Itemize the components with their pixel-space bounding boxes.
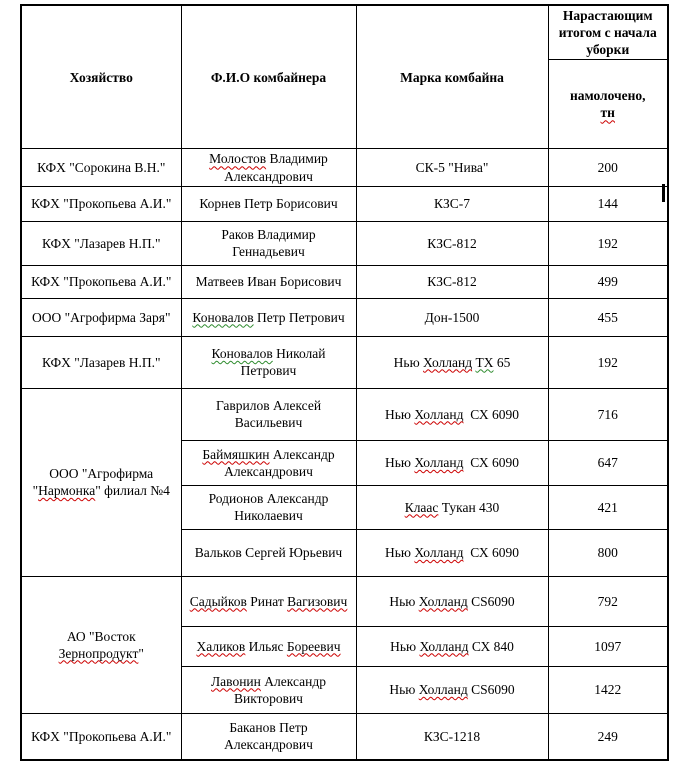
text-segment: Нью bbox=[393, 354, 424, 370]
table-row bbox=[21, 186, 668, 221]
combine-brand-cell bbox=[356, 626, 548, 666]
text-segment: Владимир Александрович bbox=[224, 151, 328, 184]
text-segment: CS6090 bbox=[467, 682, 515, 698]
spellcheck-red-word: Холланд bbox=[414, 455, 464, 471]
text-segment: " филиал №4 bbox=[95, 483, 170, 499]
text-segment: КФХ "Сорокина В.Н." bbox=[37, 159, 166, 175]
farm-cell bbox=[21, 336, 181, 388]
table-row bbox=[21, 265, 668, 298]
table-row bbox=[21, 298, 668, 336]
operator-name-cell bbox=[181, 529, 356, 576]
text-segment: Нью bbox=[389, 682, 419, 698]
text-segment: КФХ "Лазарев Н.П." bbox=[42, 354, 161, 370]
tonnage-value-cell: 144 bbox=[548, 186, 668, 221]
spellcheck-red-word: Холланд bbox=[423, 354, 473, 370]
operator-name-cell bbox=[181, 666, 356, 713]
table-row bbox=[21, 713, 668, 760]
operator-name-cell bbox=[181, 626, 356, 666]
text-segment: КФХ "Прокопьева А.И." bbox=[31, 728, 172, 744]
combine-brand-cell bbox=[356, 529, 548, 576]
table-row bbox=[21, 149, 668, 186]
combine-brand-cell bbox=[356, 576, 548, 626]
text-segment: Николай Петрович bbox=[240, 346, 326, 379]
table-row bbox=[21, 388, 668, 440]
tonnage-value-cell: 192 bbox=[548, 336, 668, 388]
spellcheck-red-word: Нармонка bbox=[38, 483, 96, 499]
harvest-report-table bbox=[20, 4, 669, 761]
spellcheck-red-word: Халиков bbox=[196, 638, 246, 654]
spellcheck-green-word: Коновалов bbox=[192, 309, 254, 325]
operator-name-cell bbox=[181, 221, 356, 265]
operator-name-cell bbox=[181, 298, 356, 336]
operator-name-cell bbox=[181, 440, 356, 485]
combine-brand-cell bbox=[356, 485, 548, 529]
tonnage-value-cell: 499 bbox=[548, 265, 668, 298]
text-segment: Ринат bbox=[246, 593, 288, 609]
tonnage-value-cell: 1422 bbox=[548, 666, 668, 713]
tonnage-value-cell: 800 bbox=[548, 529, 668, 576]
spellcheck-red-word: Холланд bbox=[418, 593, 468, 609]
text-segment: АО "Восток bbox=[66, 628, 136, 644]
tonnage-value-cell: 647 bbox=[548, 440, 668, 485]
text-segment: Александр Викторович bbox=[234, 673, 326, 706]
text-segment: Нью bbox=[385, 455, 415, 471]
combine-brand-cell bbox=[356, 336, 548, 388]
text-segment: Нью bbox=[390, 638, 420, 654]
spellcheck-red-word: Холланд bbox=[414, 406, 464, 422]
text-segment: Родионов Александр Николаевич bbox=[208, 491, 329, 524]
farm-cell bbox=[21, 265, 181, 298]
text-segment: Нью bbox=[385, 406, 415, 422]
tonnage-value-cell: 792 bbox=[548, 576, 668, 626]
text-segment: ООО "Агрофирма " bbox=[32, 466, 154, 499]
text-segment: CS6090 bbox=[467, 593, 515, 609]
header-operator: Ф.И.О комбайнера bbox=[181, 5, 356, 149]
operator-name-cell bbox=[181, 265, 356, 298]
tonnage-value-cell: 192 bbox=[548, 221, 668, 265]
text-segment: Нью bbox=[389, 593, 419, 609]
text-segment: СХ 840 bbox=[468, 638, 514, 654]
tonnage-value-cell: 200 bbox=[548, 149, 668, 186]
spellcheck-red-word: Молостов bbox=[209, 151, 267, 167]
spellcheck-red-word: Садыйков bbox=[189, 593, 247, 609]
operator-name-cell bbox=[181, 485, 356, 529]
text-segment: СХ 6090 bbox=[463, 545, 519, 561]
spellcheck-green-word: Коновалов bbox=[211, 346, 273, 362]
header-row-top bbox=[21, 5, 668, 60]
table-body bbox=[21, 149, 668, 760]
farm-cell bbox=[21, 149, 181, 186]
spellcheck-red-word: Холланд bbox=[419, 638, 469, 654]
combine-brand-cell bbox=[356, 265, 548, 298]
text-segment: Ильяс bbox=[245, 638, 287, 654]
spellcheck-red-word: Лавонин bbox=[211, 673, 261, 689]
farm-cell bbox=[21, 576, 181, 713]
combine-brand-cell bbox=[356, 221, 548, 265]
tonnage-value-cell: 249 bbox=[548, 713, 668, 760]
spellcheck-green-word: ТХ bbox=[475, 354, 494, 370]
operator-name-cell bbox=[181, 713, 356, 760]
text-segment: Петр Петрович bbox=[253, 309, 345, 325]
spellcheck-red-word: Вагизович bbox=[287, 593, 348, 609]
table-header bbox=[21, 5, 668, 149]
text-segment: КФХ "Прокопьева А.И." bbox=[31, 196, 172, 212]
operator-name-cell bbox=[181, 186, 356, 221]
text-segment: намолочено, bbox=[569, 88, 646, 104]
header-brand: Марка комбайна bbox=[356, 5, 548, 149]
combine-brand-cell bbox=[356, 713, 548, 760]
text-segment: " bbox=[138, 645, 144, 661]
farm-cell bbox=[21, 713, 181, 760]
text-segment: Матвеев Иван Борисович bbox=[195, 274, 342, 290]
text-segment: КЗС-1218 bbox=[423, 728, 481, 744]
tonnage-value-cell: 716 bbox=[548, 388, 668, 440]
tonnage-value-cell: 455 bbox=[548, 298, 668, 336]
text-segment: ООО "Агрофирма Заря" bbox=[32, 309, 171, 325]
operator-name-cell bbox=[181, 388, 356, 440]
text-cursor bbox=[662, 184, 665, 202]
spellcheck-red-word: тн bbox=[600, 105, 615, 121]
text-segment: Баканов Петр Александрович bbox=[224, 720, 313, 753]
table-row bbox=[21, 336, 668, 388]
text-segment: Вальков Сергей Юрьевич bbox=[194, 545, 343, 561]
text-segment: Гаврилов Алексей Васильевич bbox=[215, 398, 322, 431]
spellcheck-red-word: Зернопродукт bbox=[58, 645, 139, 661]
text-segment: Нью bbox=[385, 545, 415, 561]
text-segment: Раков Владимир Геннадьевич bbox=[221, 227, 316, 260]
text-segment: КЗС-7 bbox=[433, 196, 471, 212]
text-segment: КФХ "Прокопьева А.И." bbox=[31, 274, 172, 290]
operator-name-cell bbox=[181, 336, 356, 388]
text-segment: СХ 6090 bbox=[463, 455, 519, 471]
farm-cell bbox=[21, 186, 181, 221]
spellcheck-red-word: Клаас bbox=[404, 499, 439, 515]
text-segment: КФХ "Лазарев Н.П." bbox=[42, 235, 161, 251]
text-segment: Дон-1500 bbox=[424, 309, 480, 325]
combine-brand-cell bbox=[356, 388, 548, 440]
tonnage-value-cell: 421 bbox=[548, 485, 668, 529]
text-segment: СХ 6090 bbox=[463, 406, 519, 422]
text-segment: КЗС-812 bbox=[427, 235, 477, 251]
text-segment: Корнев Петр Борисович bbox=[199, 196, 338, 212]
farm-cell bbox=[21, 298, 181, 336]
text-segment: Тукан 430 bbox=[438, 499, 500, 515]
farm-cell bbox=[21, 388, 181, 576]
operator-name-cell bbox=[181, 149, 356, 186]
combine-brand-cell bbox=[356, 186, 548, 221]
table-row bbox=[21, 221, 668, 265]
spellcheck-red-word: Баймяшкин bbox=[202, 446, 270, 462]
table-row bbox=[21, 576, 668, 626]
text-segment: Александр Александрович bbox=[224, 446, 335, 479]
text-segment: КЗС-812 bbox=[427, 274, 477, 290]
combine-brand-cell bbox=[356, 440, 548, 485]
header-cumulative: Нарастающим итогом с начала уборки bbox=[548, 5, 668, 60]
farm-cell bbox=[21, 221, 181, 265]
spellcheck-red-word: Бореевич bbox=[286, 638, 341, 654]
spellcheck-red-word: Холланд bbox=[418, 682, 468, 698]
text-segment: СК-5 "Нива" bbox=[415, 159, 489, 175]
header-farm: Хозяйство bbox=[21, 5, 181, 149]
header-tonnage bbox=[548, 60, 668, 149]
tonnage-value-cell: 1097 bbox=[548, 626, 668, 666]
combine-brand-cell bbox=[356, 666, 548, 713]
combine-brand-cell bbox=[356, 298, 548, 336]
text-segment: 65 bbox=[493, 354, 511, 370]
spellcheck-red-word: Холланд bbox=[414, 545, 464, 561]
combine-brand-cell bbox=[356, 149, 548, 186]
operator-name-cell bbox=[181, 576, 356, 626]
